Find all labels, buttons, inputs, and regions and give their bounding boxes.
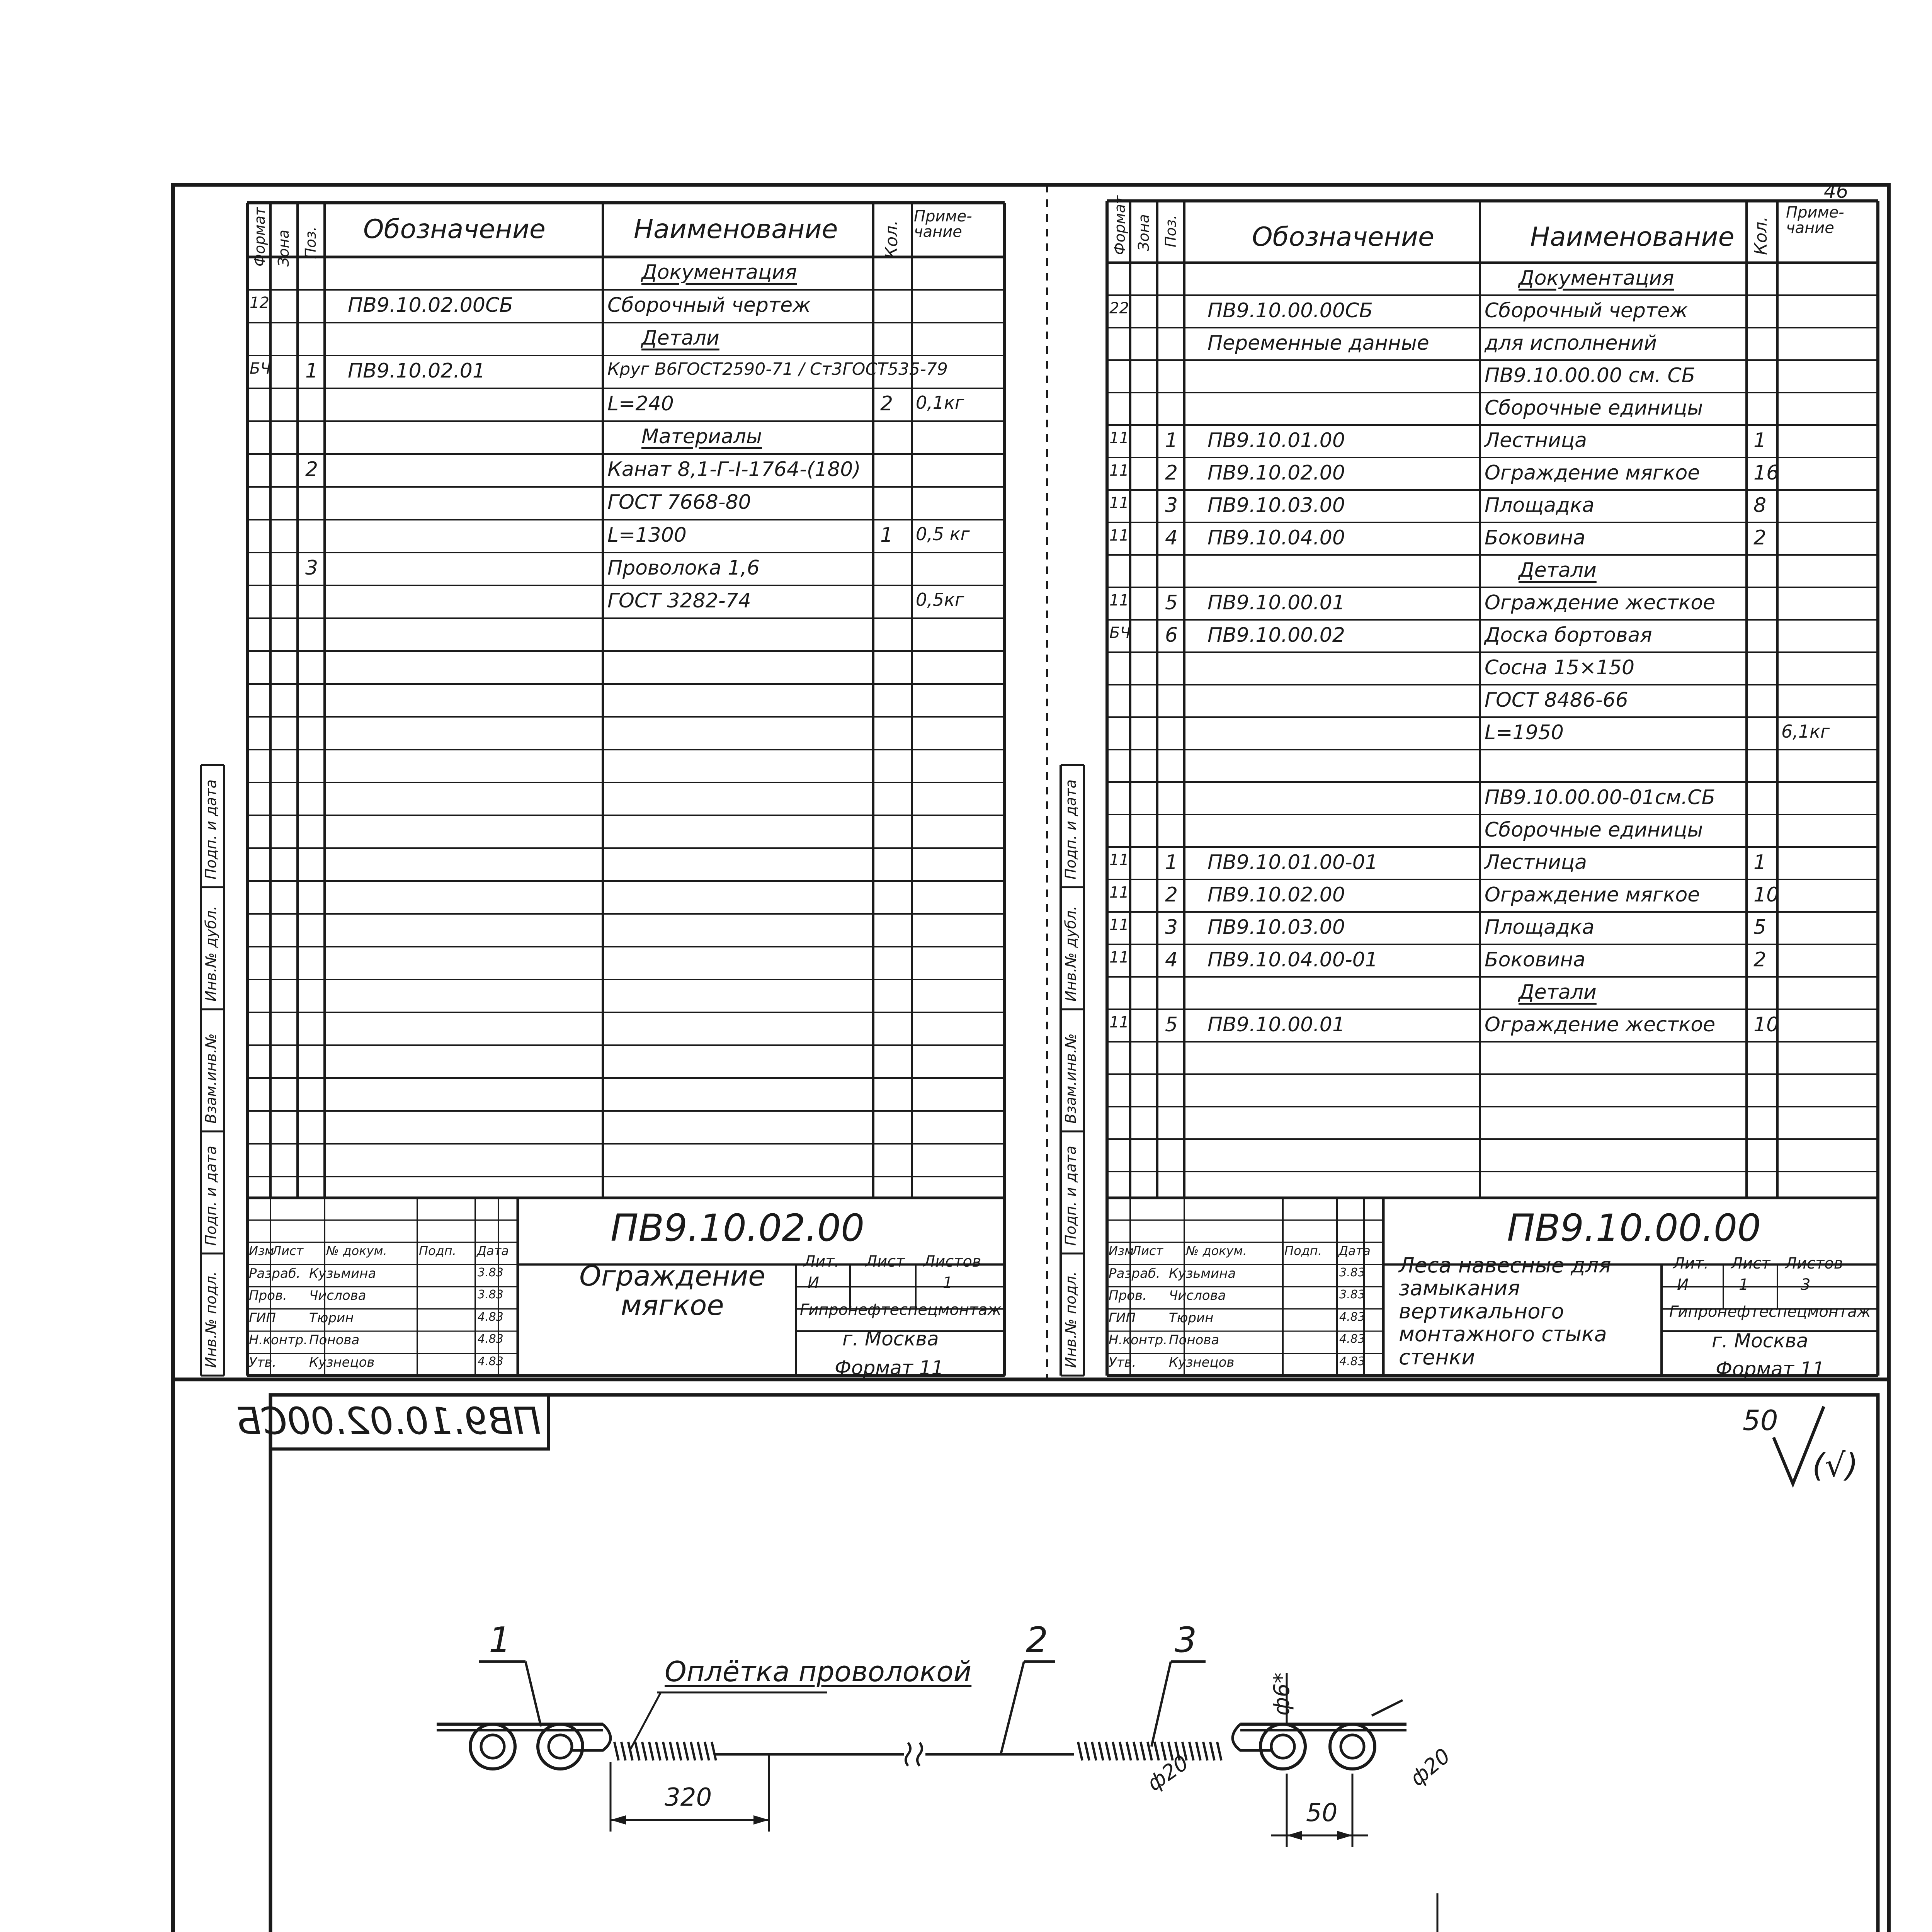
- row-designation: ПВ9.10.01.00: [1208, 429, 1345, 452]
- left-city: г. Москва: [842, 1328, 939, 1350]
- right-lit-value: И: [1677, 1276, 1689, 1294]
- stamp-column-head: Дата: [1338, 1243, 1371, 1258]
- stamp-date: 3.83: [478, 1288, 503, 1301]
- row-note: 0,5кг: [916, 589, 964, 610]
- stamp-name: Числова: [1169, 1288, 1226, 1303]
- section-heading: Детали: [641, 327, 719, 350]
- page-number: 46: [1824, 180, 1849, 202]
- row-note: 0,5 кг: [916, 524, 970, 544]
- row-name: Ограждение мягкое: [1485, 461, 1700, 485]
- side-label: Подп. и дата: [202, 779, 219, 879]
- col-head-designation: Обозначение: [1252, 222, 1434, 252]
- row-name: для исполнений: [1485, 332, 1657, 355]
- stamp-role: Н.контр.: [249, 1332, 308, 1348]
- drawing-frame: [270, 1395, 1878, 1932]
- row-quantity: 2: [1753, 526, 1767, 549]
- row-designation: ПВ9.10.01.00-01: [1208, 851, 1378, 874]
- braid-right: [1078, 1742, 1221, 1760]
- stamp-column-head: Изм: [1109, 1243, 1134, 1258]
- stamp-role: Н.контр.: [1109, 1332, 1168, 1348]
- row-name: Сосна 15×150: [1485, 656, 1635, 679]
- leader-1: [526, 1662, 541, 1726]
- row-name: Боковина: [1485, 526, 1586, 549]
- stamp-role: Пров.: [249, 1288, 287, 1303]
- section-heading: Материалы: [641, 425, 762, 448]
- row-name: Лестница: [1485, 429, 1587, 452]
- row-quantity: 1: [1753, 851, 1767, 874]
- row-name: Боковина: [1485, 948, 1586, 971]
- row-name: Ограждение мягкое: [1485, 883, 1700, 906]
- callout-3: 3: [1175, 1620, 1197, 1660]
- right-sheet-value: 1: [1739, 1276, 1749, 1294]
- row-designation: ПВ9.10.02.00СБ: [348, 294, 513, 317]
- right-org: Гипронефтеспецмонтаж: [1669, 1303, 1871, 1321]
- row-name: ГОСТ 8486-66: [1485, 689, 1628, 712]
- stamp-date: 4.83: [1339, 1354, 1365, 1368]
- row-name: Ограждение жесткое: [1485, 1013, 1716, 1036]
- stamp-name: Понова: [309, 1332, 360, 1348]
- row-format: 11: [1109, 1014, 1129, 1031]
- stamp-date: 3.83: [1339, 1265, 1365, 1279]
- dim-phi20-left: ф20: [1143, 1750, 1193, 1796]
- dim-50: 50: [1306, 1799, 1338, 1827]
- row-quantity: 1: [880, 524, 893, 547]
- right-title-name: Леса навесные для замыкания вертикального монтажного стыка стенки: [1399, 1253, 1611, 1369]
- row-note: 6,1кг: [1781, 721, 1830, 742]
- side-label: Подп. и дата: [1062, 1146, 1079, 1246]
- row-designation: ПВ9.10.03.00: [1208, 916, 1345, 939]
- stamp-name: Кузнецов: [1169, 1354, 1235, 1370]
- row-name: Площадка: [1485, 916, 1595, 939]
- mirrored-drawing-code: ПВ9.10.02.00СБ: [235, 1400, 541, 1443]
- section-heading: Детали: [1519, 559, 1597, 582]
- col-head-qty: Кол.: [1751, 216, 1771, 255]
- row-position: 5: [1165, 591, 1178, 614]
- left-lit-label: Лит.: [804, 1253, 840, 1270]
- stamp-date: 4.83: [478, 1310, 503, 1324]
- row-quantity: 5: [1753, 916, 1767, 939]
- side-label: Инв.№ подл.: [1062, 1271, 1079, 1368]
- right-sheet-label: Лист: [1731, 1255, 1770, 1272]
- stamp-name: Тюрин: [1169, 1310, 1214, 1326]
- leader-2: [1001, 1662, 1024, 1754]
- stamp-date: 4.83: [1339, 1332, 1365, 1346]
- stamp-role: Разраб.: [249, 1265, 301, 1281]
- side-label: Инв.№ дубл.: [1062, 906, 1079, 1002]
- row-quantity: 16: [1753, 461, 1779, 485]
- leader-braid: [630, 1692, 661, 1750]
- roughness-suffix: (√): [1812, 1446, 1859, 1484]
- right-sheets-label: Листов: [1785, 1255, 1843, 1272]
- row-format: 11: [1109, 527, 1129, 544]
- row-format: 11: [1109, 494, 1129, 512]
- braid-left: [614, 1742, 716, 1760]
- row-name: L=1950: [1485, 721, 1564, 744]
- row-designation: ПВ9.10.00.02: [1208, 624, 1345, 647]
- row-quantity: 2: [1753, 948, 1767, 971]
- row-position: 4: [1165, 526, 1178, 549]
- section-heading: Детали: [1519, 981, 1597, 1004]
- stamp-date: 4.83: [478, 1332, 503, 1346]
- stamp-name: Кузнецов: [309, 1354, 375, 1370]
- left-title-name: Ограждение мягкое: [579, 1260, 765, 1321]
- col-head-name: Наименование: [1530, 222, 1735, 252]
- row-designation: ПВ9.10.00.01: [1208, 591, 1345, 614]
- row-name: L=1300: [607, 524, 687, 547]
- row-format: 11: [1109, 429, 1129, 447]
- row-name: L=240: [607, 392, 674, 415]
- stamp-column-head: Дата: [477, 1243, 509, 1258]
- row-name: Сборочные единицы: [1485, 396, 1703, 420]
- stamp-date: 3.83: [478, 1265, 503, 1279]
- stamp-name: Понова: [1169, 1332, 1219, 1348]
- row-name: Сборочный чертеж: [1485, 299, 1688, 322]
- side-label: Подп. и дата: [1062, 779, 1079, 879]
- row-position: 2: [1165, 461, 1178, 485]
- braid-label: Оплётка проволокой: [665, 1655, 972, 1688]
- leader-3: [1151, 1662, 1171, 1747]
- col-head-zone: Зона: [1135, 214, 1152, 251]
- row-position: 5: [1165, 1013, 1178, 1036]
- row-position: 1: [305, 359, 318, 383]
- stamp-role: ГИП: [249, 1310, 276, 1326]
- side-label: Инв.№ подл.: [202, 1271, 219, 1368]
- stamp-column-head: Подп.: [419, 1243, 456, 1258]
- row-quantity: 10: [1753, 883, 1779, 906]
- cable-side-view: [437, 1700, 1406, 1769]
- row-position: 6: [1165, 624, 1178, 647]
- side-label: Взам.инв.№: [202, 1033, 219, 1124]
- row-format: 11: [1109, 916, 1129, 934]
- right-title-code: ПВ9.10.00.00: [1507, 1206, 1761, 1250]
- left-sheet-label: Лист: [866, 1253, 905, 1270]
- col-head-qty: Кол.: [882, 220, 901, 259]
- left-sheets-value: 1: [943, 1274, 953, 1292]
- col-head-note: Приме-чание: [914, 207, 972, 241]
- stamp-role: Утв.: [1109, 1354, 1136, 1370]
- stamp-column-head: Лист: [272, 1243, 304, 1258]
- stamp-role: ГИП: [1109, 1310, 1136, 1326]
- left-sheets-label: Листов: [923, 1253, 981, 1270]
- row-name: Сборочные единицы: [1485, 818, 1703, 842]
- col-head-zone: Зона: [275, 230, 292, 267]
- right-lit-label: Лит.: [1673, 1255, 1709, 1272]
- right-city: г. Москва: [1712, 1330, 1808, 1352]
- row-format: 11: [1109, 851, 1129, 869]
- stamp-role: Разраб.: [1109, 1265, 1160, 1281]
- stamp-date: 4.83: [1339, 1310, 1365, 1324]
- row-name: ГОСТ 3282-74: [607, 589, 751, 612]
- row-format: 22: [1109, 299, 1129, 317]
- row-format: БЧ: [250, 360, 271, 378]
- col-head-pos: Поз.: [1162, 214, 1179, 247]
- stamp-column-head: Лист: [1132, 1243, 1163, 1258]
- stamp-role: Пров.: [1109, 1288, 1147, 1303]
- left-org: Гипронефтеспецмонтаж: [800, 1301, 1002, 1319]
- section-heading: Документация: [641, 261, 797, 284]
- stamp-date: 4.83: [478, 1354, 503, 1368]
- side-label: Инв.№ дубл.: [202, 906, 219, 1002]
- row-format: 11: [1109, 949, 1129, 966]
- col-head-format: Формат: [251, 207, 268, 267]
- row-position: 3: [1165, 916, 1178, 939]
- row-quantity: 10: [1753, 1013, 1779, 1036]
- dim-phi6: ф6*: [1269, 1672, 1294, 1716]
- row-designation: ПВ9.10.03.00: [1208, 494, 1345, 517]
- side-label: Взам.инв.№: [1062, 1033, 1079, 1124]
- row-name: Ограждение жесткое: [1485, 591, 1716, 614]
- dim-320: 320: [665, 1783, 712, 1812]
- row-quantity: 2: [880, 392, 893, 415]
- roughness-value: 50: [1743, 1404, 1778, 1437]
- callout-2: 2: [1026, 1620, 1048, 1660]
- row-position: 3: [305, 556, 318, 580]
- row-name: Проволока 1,6: [607, 556, 760, 580]
- stamp-column-head: № докум.: [326, 1243, 387, 1258]
- row-designation: ПВ9.10.02.01: [348, 359, 485, 383]
- row-designation: ПВ9.10.02.00: [1208, 883, 1345, 906]
- row-position: 2: [305, 458, 318, 481]
- stamp-name: Кузьмина: [309, 1265, 376, 1281]
- left-title-code: ПВ9.10.02.00: [611, 1206, 865, 1250]
- row-name: Площадка: [1485, 494, 1595, 517]
- row-designation: ПВ9.10.04.00-01: [1208, 948, 1378, 971]
- row-name: Круг В6ГОСТ2590-71 / Ст3ГОСТ535-79: [607, 359, 948, 379]
- col-head-pos: Поз.: [302, 226, 319, 259]
- row-name: ПВ9.10.00.00 см. СБ: [1485, 364, 1696, 387]
- row-quantity: 8: [1753, 494, 1767, 517]
- right-sheets-value: 3: [1801, 1276, 1811, 1294]
- left-ring-inner-1: [481, 1735, 504, 1758]
- row-name: Сборочный чертеж: [607, 294, 811, 317]
- stamp-name: Числова: [309, 1288, 366, 1303]
- row-position: 4: [1165, 948, 1178, 971]
- row-quantity: 1: [1753, 429, 1767, 452]
- row-format: 11: [1109, 884, 1129, 901]
- left-ring-inner-2: [549, 1735, 572, 1758]
- callout-1: 1: [489, 1620, 511, 1660]
- left-lit-value: И: [808, 1274, 819, 1292]
- stamp-column-head: Изм: [249, 1243, 274, 1258]
- row-format: БЧ: [1109, 624, 1131, 642]
- stamp-name: Тюрин: [309, 1310, 354, 1326]
- row-note: 0,1кг: [916, 392, 964, 413]
- stamp-name: Кузьмина: [1169, 1265, 1236, 1281]
- col-head-designation: Обозначение: [363, 214, 546, 245]
- row-name: Доска бортовая: [1485, 624, 1652, 647]
- row-name: ГОСТ 7668-80: [607, 491, 751, 514]
- stamp-role: Утв.: [249, 1354, 277, 1370]
- row-name: Канат 8,1-Г-I-1764-(180): [607, 458, 861, 481]
- stamp-column-head: Подп.: [1284, 1243, 1322, 1258]
- row-format: 12: [250, 294, 269, 312]
- row-position: 3: [1165, 494, 1178, 517]
- row-designation: ПВ9.10.00.00СБ: [1208, 299, 1373, 322]
- row-format: 11: [1109, 462, 1129, 480]
- left-format: Формат 11: [835, 1357, 944, 1379]
- row-designation: ПВ9.10.00.01: [1208, 1013, 1345, 1036]
- row-designation: ПВ9.10.02.00: [1208, 461, 1345, 485]
- row-position: 2: [1165, 883, 1178, 906]
- col-head-note: Приме-чание: [1786, 204, 1844, 237]
- right-format: Формат 11: [1716, 1358, 1825, 1380]
- row-position: 1: [1165, 851, 1178, 874]
- row-designation: ПВ9.10.04.00: [1208, 526, 1345, 549]
- col-head-format: Формат: [1111, 195, 1128, 255]
- row-designation: Переменные данные: [1208, 332, 1429, 355]
- dim-phi20-right: ф20: [1405, 1743, 1455, 1791]
- side-label: Подп. и дата: [202, 1146, 219, 1246]
- row-name: ПВ9.10.00.00-01см.СБ: [1485, 786, 1716, 809]
- row-name: Лестница: [1485, 851, 1587, 874]
- col-head-name: Наименование: [634, 214, 838, 245]
- row-position: 1: [1165, 429, 1178, 452]
- section-heading: Документация: [1519, 267, 1674, 290]
- stamp-column-head: № докум.: [1186, 1243, 1247, 1258]
- row-format: 11: [1109, 592, 1129, 609]
- stamp-date: 3.83: [1339, 1288, 1365, 1301]
